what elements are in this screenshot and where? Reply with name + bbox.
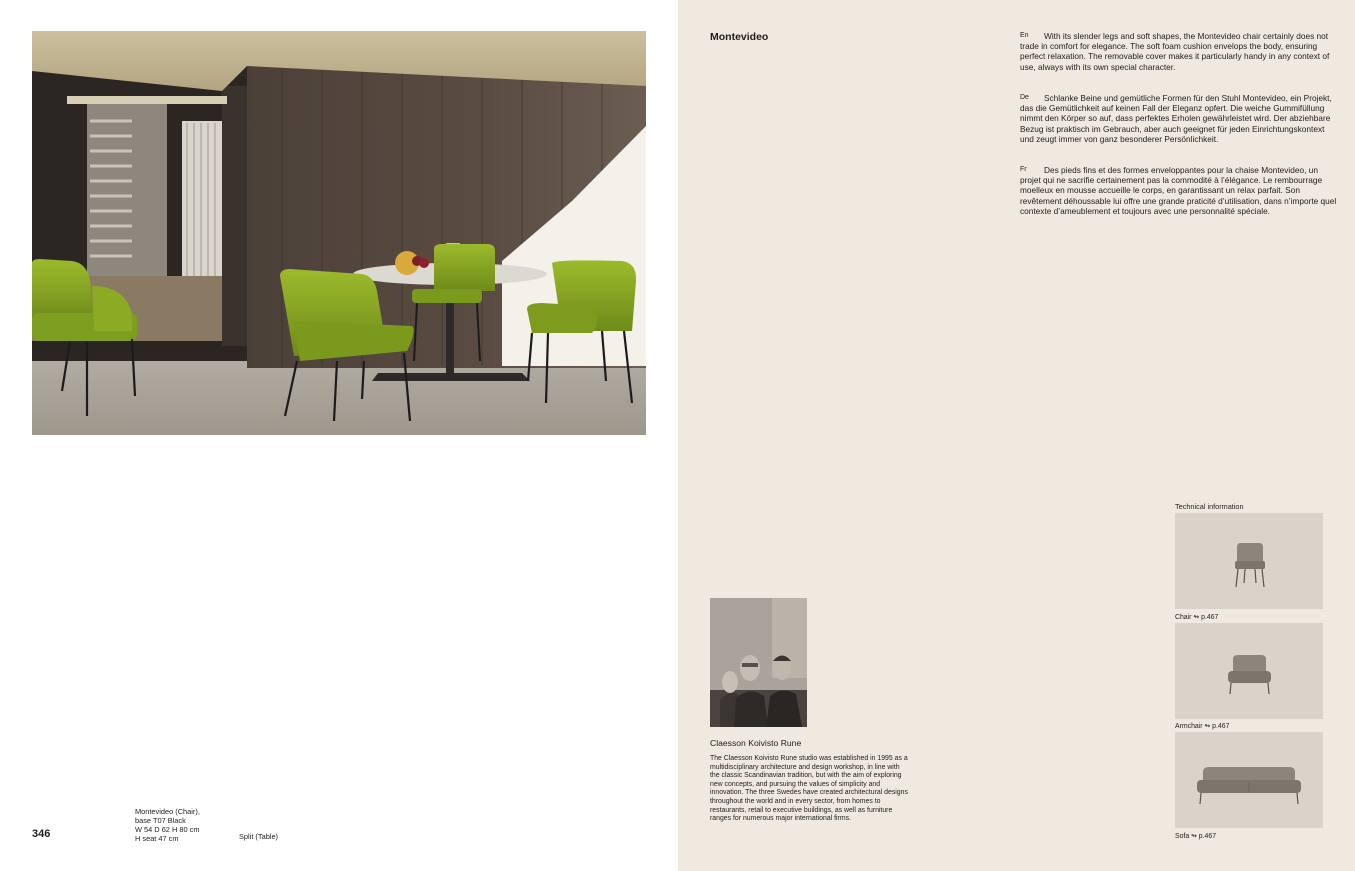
designer-name: Claesson Koivisto Rune [710,738,802,748]
interior-scene-illustration [32,31,646,435]
caption-line: Montevideo (Chair), [135,807,200,816]
designer-portrait-illustration [710,598,807,727]
description-text: Des pieds fins et des formes enveloppantes pour la chaise Montevideo, un projet qui ne sacrifie certainement pas la commodité à l’élégance. Le rembourrage moelleux en mousse accueille le corps, en garantissant un relax parfait. Son revêtement déhoussable lui offre une grande praticité d’utilisation, dans n’importe quel contexte d’ameublement et toujours avec une personnalité spéciale. [1020,165,1337,216]
technical-information-heading: Technical information [1175,502,1244,511]
sofa-reference[interactable]: Sofa ↬ p.467 [1175,833,1217,840]
description-german [1020,93,1338,144]
language-code: Fr [1020,166,1027,173]
chair-icon [1175,513,1323,609]
caption-line: H seat 47 cm [135,834,179,844]
chair-reference[interactable]: Chair ↬ p.467 [1175,614,1219,621]
armchair-icon [1175,623,1323,719]
chair-drawing [1175,513,1323,609]
language-code: De [1020,94,1029,101]
designer-portrait [710,598,807,727]
armchair-drawing [1175,623,1323,719]
description-french [1020,165,1338,216]
description-text: With its slender legs and soft shapes, the Montevideo chair certainly does not trade in comfort for elegance. The soft foam cushion envelops the body, ensuring perfect relaxation. The removable cover makes it particularly handy in any context of use, always with its own special character. [1020,31,1330,72]
caption-line: base T07 Black [135,816,186,826]
product-title: Montevideo [710,31,769,43]
designer-bio: The Claesson Koivisto Rune studio was established in 1995 as a multidisciplinary architecture and design workshop, in line with the classic Scandinavian tradition, but with the aim of exploring new concepts, and pursuing the values of simplicity and innovation. The three Swedes have created architectural designs throughout the world and in every sector, from homes to restaurants, retail to executive buildings, as well as furniture ranges for numerous major international firms. [710,755,908,823]
sofa-icon [1175,732,1323,828]
table-caption: Split (Table) [239,832,279,841]
sofa-drawing [1175,732,1323,828]
armchair-reference[interactable]: Armchair ↬ p.467 [1175,723,1230,730]
description-text: Schlanke Beine und gemütliche Formen für den Stuhl Montevideo, ein Projekt, das die Gemütlichkeit auf keinen Fall der Eleganz opfert. Die weiche Gummifüllung nimmt den Körper so auf, dass perfektes Erholen gewährleistet wird. Der abziehbare Bezug ist praktisch im Gebrauch, aber auch geeignet für jeden Einrichtungskontext und zeugt immer von ganz besonderer Persönlichkeit. [1020,93,1332,144]
language-code: En [1020,32,1029,39]
caption-line: W 54 D 62 H 80 cm [135,825,200,835]
chair-caption [135,807,200,843]
interior-photo [32,31,646,435]
page-number: 346 [32,828,51,840]
description-english [1020,31,1338,72]
